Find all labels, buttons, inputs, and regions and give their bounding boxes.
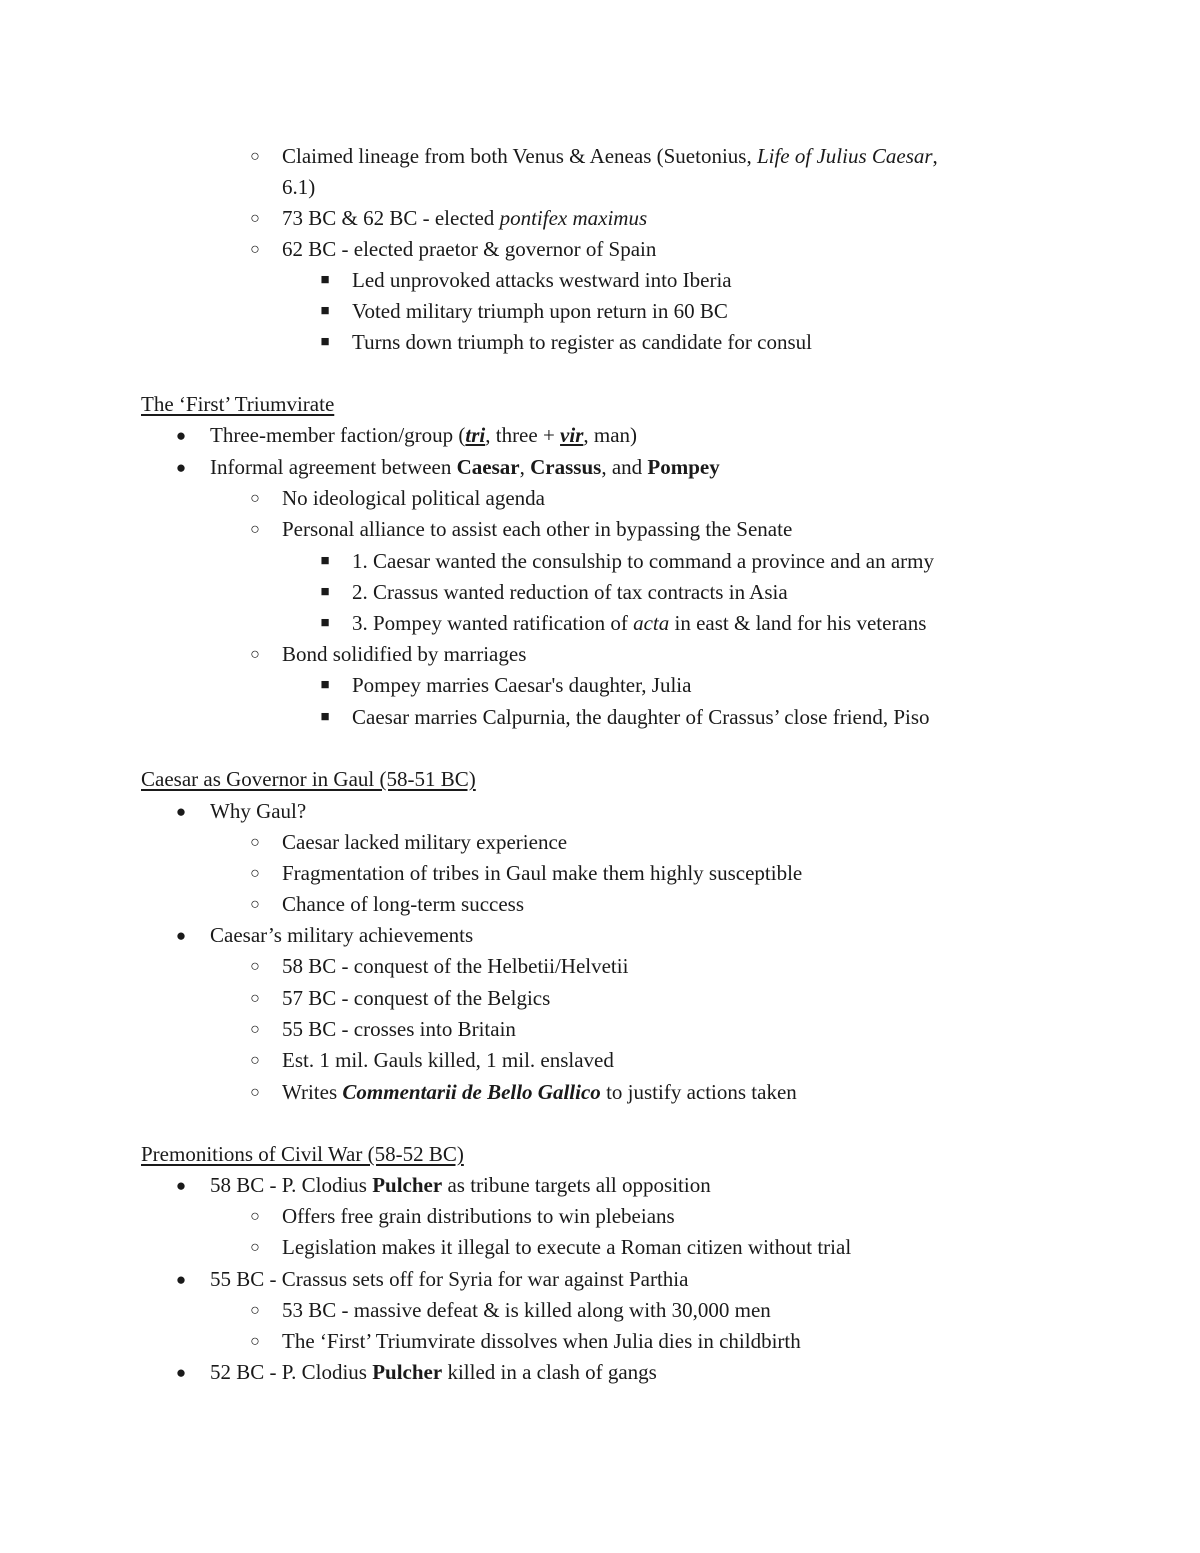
square-bullet-icon: ■ bbox=[320, 334, 330, 350]
outline-item: ■ 1. Caesar wanted the consulship to command a province and an army bbox=[352, 546, 934, 577]
section-heading: Premonitions of Civil War (58-52 BC) bbox=[141, 1142, 464, 1166]
outline-item: ■ Caesar marries Calpurnia, the daughter of Crassus’ close friend, Piso bbox=[352, 702, 930, 733]
hollow-circle-bullet-icon: ○ bbox=[250, 990, 260, 1007]
hollow-circle-bullet-icon: ○ bbox=[250, 1302, 260, 1319]
outline-item: ○ 57 BC - conquest of the Belgics bbox=[282, 983, 550, 1014]
outline-item: ■ Pompey marries Caesar's daughter, Julia bbox=[352, 670, 691, 701]
outline-item: ○ Personal alliance to assist each other in bypassing the Senate bbox=[282, 514, 792, 545]
square-bullet-icon: ■ bbox=[320, 553, 330, 569]
filled-circle-bullet-icon: ● bbox=[175, 1270, 187, 1289]
hollow-circle-bullet-icon: ○ bbox=[250, 1208, 260, 1225]
outline-item-continuation: 6.1) bbox=[282, 175, 316, 199]
outline-item: ● Why Gaul? bbox=[210, 796, 306, 827]
outline-item: ○ 55 BC - crosses into Britain bbox=[282, 1014, 516, 1045]
hollow-circle-bullet-icon: ○ bbox=[250, 958, 260, 975]
outline-item: ○ Fragmentation of tribes in Gaul make them highly susceptible bbox=[282, 858, 802, 889]
square-bullet-icon: ■ bbox=[320, 584, 330, 600]
square-bullet-icon: ■ bbox=[320, 615, 330, 631]
outline-item: ○ Est. 1 mil. Gauls killed, 1 mil. enslaved bbox=[282, 1045, 614, 1076]
outline-item: ■ 3. Pompey wanted ratification of acta in east & land for his veterans bbox=[352, 608, 926, 639]
hollow-circle-bullet-icon: ○ bbox=[250, 1084, 260, 1101]
filled-circle-bullet-icon: ● bbox=[175, 802, 187, 821]
hollow-circle-bullet-icon: ○ bbox=[250, 646, 260, 663]
filled-circle-bullet-icon: ● bbox=[175, 426, 187, 445]
outline-item: ■ Led unprovoked attacks westward into Iberia bbox=[352, 265, 732, 296]
hollow-circle-bullet-icon: ○ bbox=[250, 521, 260, 538]
hollow-circle-bullet-icon: ○ bbox=[250, 1021, 260, 1038]
hollow-circle-bullet-icon: ○ bbox=[250, 834, 260, 851]
hollow-circle-bullet-icon: ○ bbox=[250, 896, 260, 913]
outline-item: ○ Legislation makes it illegal to execute a Roman citizen without trial bbox=[282, 1232, 851, 1263]
outline-item: ○ 62 BC - elected praetor & governor of Spain bbox=[282, 234, 656, 265]
hollow-circle-bullet-icon: ○ bbox=[250, 1239, 260, 1256]
outline-item: ○ 53 BC - massive defeat & is killed along with 30,000 men bbox=[282, 1295, 771, 1326]
outline-item: ■ Turns down triumph to register as candidate for consul bbox=[352, 327, 812, 358]
hollow-circle-bullet-icon: ○ bbox=[250, 1333, 260, 1350]
section-heading: Caesar as Governor in Gaul (58-51 BC) bbox=[141, 767, 476, 791]
outline-item: ○ The ‘First’ Triumvirate dissolves when Julia dies in childbirth bbox=[282, 1326, 801, 1357]
section-heading: The ‘First’ Triumvirate bbox=[141, 392, 335, 416]
outline-item: ● 58 BC - P. Clodius Pulcher as tribune targets all opposition bbox=[210, 1170, 711, 1201]
outline-item: ■ Voted military triumph upon return in 60 BC bbox=[352, 296, 728, 327]
outline-item: ● Informal agreement between Caesar, Crassus, and Pompey bbox=[210, 452, 720, 483]
outline-item: ○ Bond solidified by marriages bbox=[282, 639, 526, 670]
outline-item: ○ 73 BC & 62 BC - elected pontifex maximus bbox=[282, 203, 647, 234]
square-bullet-icon: ■ bbox=[320, 677, 330, 693]
outline-item: ○ Claimed lineage from both Venus & Aeneas (Suetonius, Life of Julius Caesar, bbox=[282, 141, 938, 172]
outline-item: ○ Writes Commentarii de Bello Gallico to justify actions taken bbox=[282, 1077, 797, 1108]
hollow-circle-bullet-icon: ○ bbox=[250, 1052, 260, 1069]
hollow-circle-bullet-icon: ○ bbox=[250, 865, 260, 882]
outline-item: ○ Chance of long-term success bbox=[282, 889, 524, 920]
outline-item: ● 52 BC - P. Clodius Pulcher killed in a clash of gangs bbox=[210, 1357, 657, 1388]
filled-circle-bullet-icon: ● bbox=[175, 926, 187, 945]
square-bullet-icon: ■ bbox=[320, 272, 330, 288]
outline-item: ■ 2. Crassus wanted reduction of tax contracts in Asia bbox=[352, 577, 788, 608]
square-bullet-icon: ■ bbox=[320, 709, 330, 725]
outline-item: ● Three-member faction/group (tri, three + vir, man) bbox=[210, 420, 637, 451]
outline-item: ○ Caesar lacked military experience bbox=[282, 827, 567, 858]
outline-item: ● Caesar’s military achievements bbox=[210, 920, 473, 951]
filled-circle-bullet-icon: ● bbox=[175, 1363, 187, 1382]
hollow-circle-bullet-icon: ○ bbox=[250, 490, 260, 507]
filled-circle-bullet-icon: ● bbox=[175, 458, 187, 477]
hollow-circle-bullet-icon: ○ bbox=[250, 241, 260, 258]
outline-item: ○ 58 BC - conquest of the Helbetii/Helvetii bbox=[282, 951, 628, 982]
square-bullet-icon: ■ bbox=[320, 303, 330, 319]
outline-item: ○ Offers free grain distributions to win plebeians bbox=[282, 1201, 675, 1232]
outline-item: ● 55 BC - Crassus sets off for Syria for war against Parthia bbox=[210, 1264, 688, 1295]
filled-circle-bullet-icon: ● bbox=[175, 1176, 187, 1195]
hollow-circle-bullet-icon: ○ bbox=[250, 148, 260, 165]
outline-item: ○ No ideological political agenda bbox=[282, 483, 545, 514]
hollow-circle-bullet-icon: ○ bbox=[250, 210, 260, 227]
